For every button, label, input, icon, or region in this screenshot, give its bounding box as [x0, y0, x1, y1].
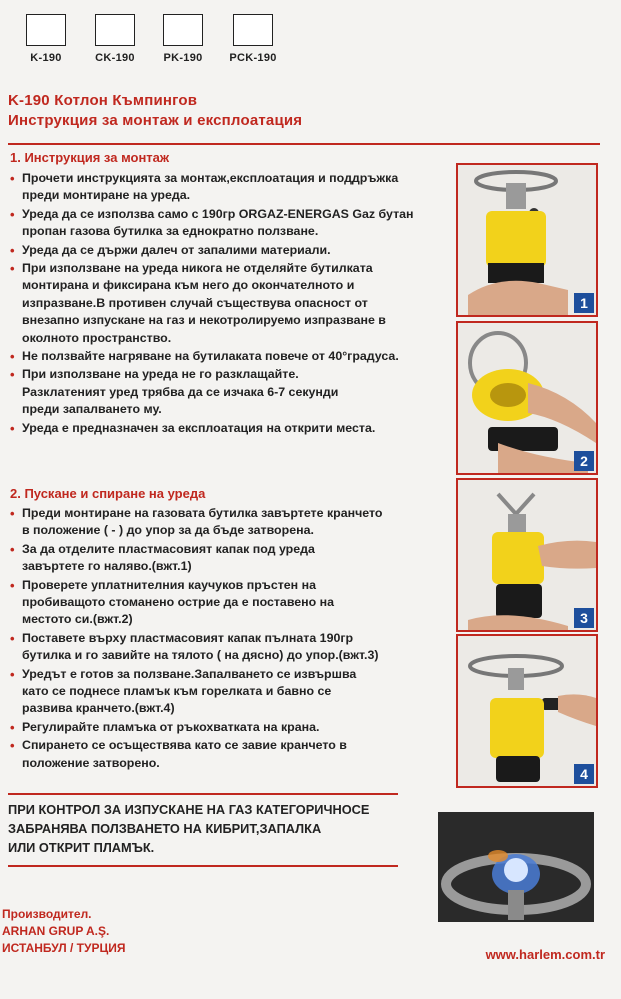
section2-list — [10, 505, 455, 773]
list-item: • За да отделите пластмасовият капак под уреда завъртете го наляво.(вжт.1) — [10, 541, 455, 576]
manufacturer-info — [2, 906, 125, 957]
list-item: • Прочети инструкцията за монтаж,експлоатация и поддръжка преди монтиране на уреда. — [10, 170, 455, 205]
step-badge: 2 — [574, 451, 594, 471]
step-badge: 1 — [574, 293, 594, 313]
list-item: • Преди монтиране на газовата бутилка завъртете кранчето в положение ( - ) до упор за да бъде затворена. — [10, 505, 455, 540]
divider — [8, 793, 398, 795]
list-item: • Проверете уплатнителния каучуков пръстен на пробиващото стоманено острие да е поставено на местото си.(вжт.2) — [10, 577, 455, 629]
model-option-k190[interactable] — [24, 14, 68, 64]
model-option-pck190[interactable] — [226, 14, 280, 64]
list-item: • При използване на уреда не го разклащайте. Разклатеният уред трябва да се изчака 6-7 секунди преди запалването му. — [10, 366, 455, 418]
producer-label: Производител. — [2, 907, 92, 921]
list-item: • Спирането се осъществява като се завие кранчето в положение затворено. — [10, 737, 455, 772]
list-item: • Поставете върху пластмасовият капак пълната 190гр бутилка и го завийте на тялото ( на дясно) до упор.(вжт.3) — [10, 630, 455, 665]
list-item: • Уредът е готов за ползване.Запалването се извършва като се поднесе пламък към горелката и бавно се развива кранчето.(вжт.4) — [10, 666, 455, 718]
step-photo-2 — [456, 321, 598, 475]
divider — [8, 143, 600, 145]
list-item: • Регулирайте пламъка от ръкохватката на крана. — [10, 719, 455, 736]
model-label: PK-190 — [163, 52, 203, 64]
company-name: ARHAN GRUP A.Ş. — [2, 924, 110, 938]
flame-illustration — [438, 812, 594, 922]
list-item: • При използване на уреда никога не отделяйте бутилката монтирана и фиксирана към него до окончателното и изпразване.В противен случай съществува опасност от внезапно изпускане на газ и некотролируемо изпразване в околното пространство. — [10, 260, 455, 347]
model-label: K-190 — [30, 52, 62, 64]
model-checkbox[interactable] — [233, 14, 273, 46]
company-city: ИСТАНБУЛ / ТУРЦИЯ — [2, 941, 126, 955]
section2-heading: 2. Пускане и спиране на уреда — [10, 486, 206, 501]
step-badge: 4 — [574, 764, 594, 784]
product-title: K-190 Котлон Къмпингов — [8, 92, 198, 109]
website-link[interactable]: www.harlem.com.tr — [485, 947, 605, 962]
model-checkbox[interactable] — [163, 14, 203, 46]
model-label: PCK-190 — [229, 52, 277, 64]
section1-list — [10, 170, 455, 438]
step-badge: 3 — [574, 608, 594, 628]
list-item: • Не ползвайте нагряване на бутилаката повече от 40°градуса. — [10, 348, 455, 365]
step-photo-4 — [456, 634, 598, 788]
document-subtitle: Инструкция за монтаж и експлоатация — [8, 112, 303, 129]
model-checkbox[interactable] — [26, 14, 66, 46]
model-option-ck190[interactable] — [90, 14, 140, 64]
burner-flame-photo — [438, 812, 594, 922]
list-item: • Уреда е предназначен за експлоатация на открити места. — [10, 420, 455, 437]
model-checkbox[interactable] — [95, 14, 135, 46]
step-photo-1 — [456, 163, 598, 317]
step-photo-3 — [456, 478, 598, 632]
section1-heading: 1. Инструкция за монтаж — [10, 150, 170, 165]
list-item: • Уреда да се държи далеч от запалими материали. — [10, 242, 455, 259]
safety-warning: ПРИ КОНТРОЛ ЗА ИЗПУСКАНЕ НА ГАЗ КАТЕГОРИЧНОСЕ ЗАБРАНЯВА ПОЛЗВАНЕТО НА КИБРИТ,ЗАПАЛКА ИЛИ ОТКРИТ ПЛАМЪК. — [8, 802, 370, 855]
list-item: • Уреда да се използва само с 190гр ORGAZ-ENERGAS Gaz бутан пропан газова бутилка за еднократно ползване. — [10, 206, 455, 241]
model-option-pk190[interactable] — [158, 14, 208, 64]
model-label: CK-190 — [95, 52, 135, 64]
divider — [8, 865, 398, 867]
